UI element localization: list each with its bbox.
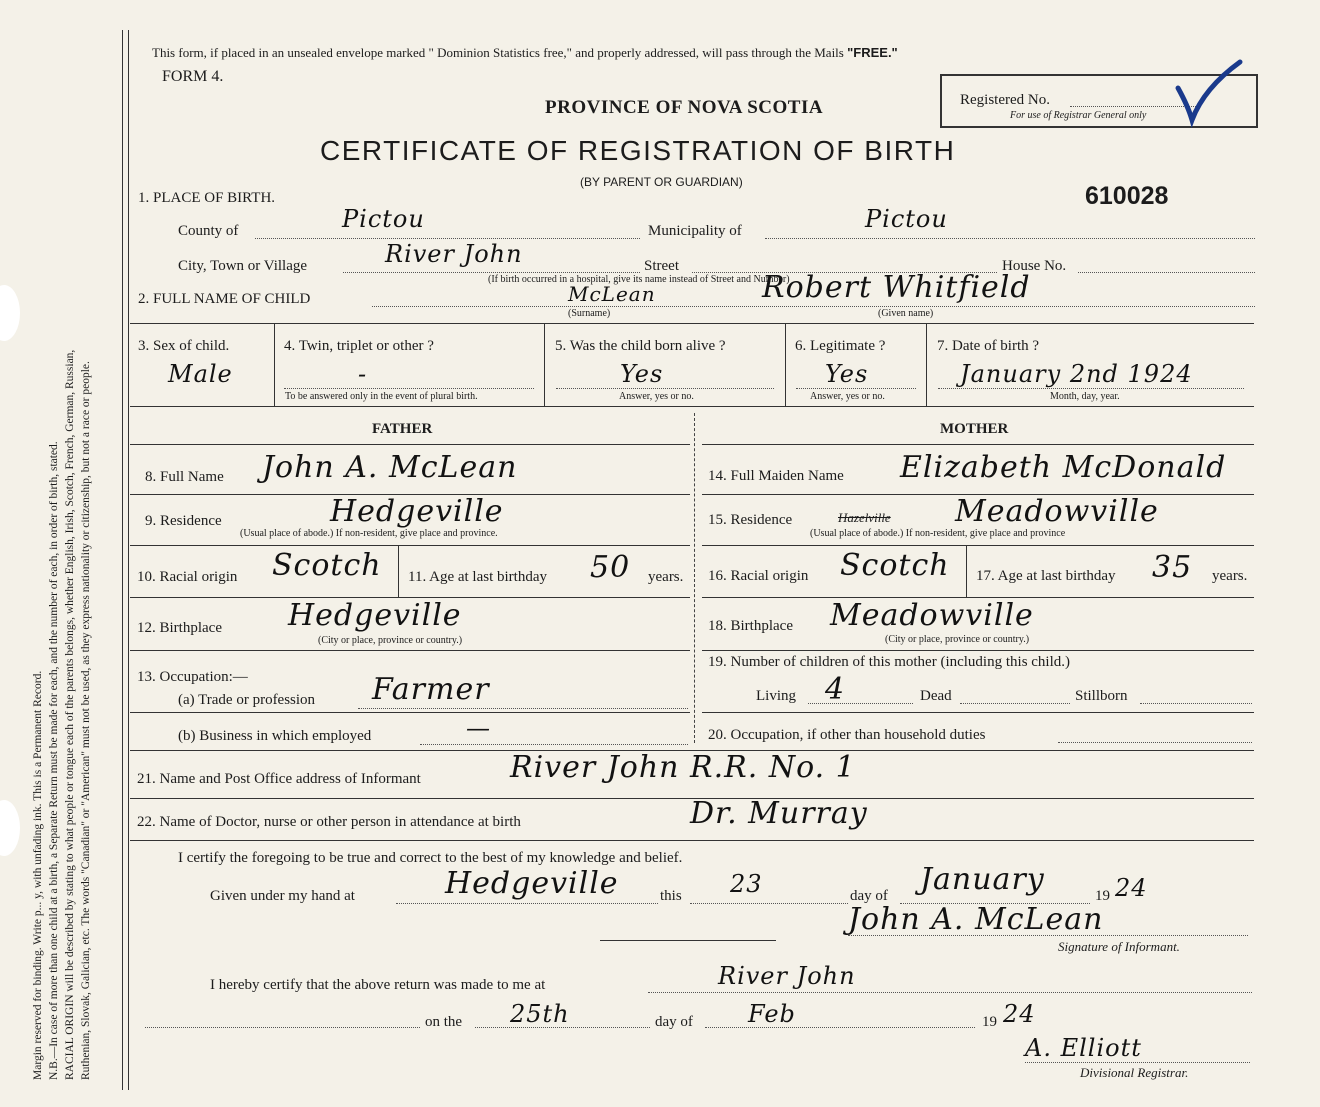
child-given-value: Robert Whitfield xyxy=(762,270,1031,305)
twin-caption: To be answered only in the event of plural birth. xyxy=(285,391,478,402)
father-racial-value: Scotch xyxy=(272,548,382,583)
county-label: County of xyxy=(178,223,239,239)
sex-value: Male xyxy=(168,360,233,388)
margin-note-4: Ruthenian, Slovak, Galician, etc. The words "Canadian" or "American" must not be used, as they express nationality or citizenship, but not a race or people. xyxy=(80,361,92,1080)
city-value: River John xyxy=(385,240,523,268)
father-business-value: — xyxy=(466,714,491,742)
given-place-value: Hedgeville xyxy=(445,866,619,901)
registrar-sig-line xyxy=(1025,1062,1250,1063)
informant-signature: John A. McLean xyxy=(848,902,1104,937)
short-rule xyxy=(600,940,776,941)
mother-racial-divider xyxy=(966,545,967,597)
outer-border-left-inner xyxy=(128,30,129,1090)
father-occupation-label: 13. Occupation:— xyxy=(137,669,248,685)
form-number: FORM 4. xyxy=(162,68,224,85)
father-trade-line xyxy=(358,708,688,709)
surname-caption: (Surname) xyxy=(568,308,611,319)
registrar-month-line xyxy=(705,1027,975,1028)
given-year-value: 24 xyxy=(1115,874,1148,902)
mother-heading-line xyxy=(702,444,1254,445)
informant-signature-caption: Signature of Informant. xyxy=(1058,939,1180,954)
dead-label: Dead xyxy=(920,688,952,704)
alive-caption: Answer, yes or no. xyxy=(619,391,694,402)
county-value: Pictou xyxy=(342,205,425,233)
legit-caption: Answer, yes or no. xyxy=(810,391,885,402)
mother-residence-value: Meadowville xyxy=(955,494,1159,529)
alive-value: Yes xyxy=(620,360,664,388)
row3-bottom-border xyxy=(130,406,1254,407)
city-line xyxy=(343,272,640,273)
registrar-place-value: River John xyxy=(718,962,856,990)
father-residence-label: 9. Residence xyxy=(145,513,222,529)
city-label: City, Town or Village xyxy=(178,258,308,274)
margin-note-1: Margin reserved for binding. Write p... y, with unfading ink. This is a Permanent Record. xyxy=(32,670,44,1080)
alive-label: 5. Was the child born alive ? xyxy=(555,338,726,354)
dob-label: 7. Date of birth ? xyxy=(937,338,1040,354)
mother-residence-struck: Hazelville xyxy=(838,510,891,525)
mother-age-label: 17. Age at last birthday xyxy=(976,568,1116,584)
postal-note-free: "FREE." xyxy=(847,45,898,60)
mother-row-line-2 xyxy=(702,545,1254,546)
hospital-note: (If birth occurred in a hospital, give its name instead of Street and Number) xyxy=(488,274,790,285)
margin-note-2: N.B.—In case of more than one child at a birth, a Separate Return must be made for each, and the number of each, in order of birth, stated. xyxy=(48,441,60,1080)
mother-heading: MOTHER xyxy=(940,421,1009,437)
check-mark-icon xyxy=(1170,58,1250,128)
postal-note xyxy=(152,45,898,61)
registrar-signature: A. Elliott xyxy=(1025,1034,1142,1062)
twin-value: - xyxy=(358,360,368,388)
mother-birthplace-label: 18. Birthplace xyxy=(708,618,793,634)
given-caption: (Given name) xyxy=(878,308,934,319)
mother-birthplace-value: Meadowville xyxy=(830,598,1034,633)
house-line xyxy=(1078,272,1255,273)
child-surname-value: McLean xyxy=(568,282,656,306)
dob-value: January 2nd 1924 xyxy=(960,360,1193,388)
registrar-year-value: 24 xyxy=(1003,1000,1036,1028)
certify-statement: I certify the foregoing to be true and correct to the best of my knowledge and belief. xyxy=(178,850,683,866)
mother-name-value: Elizabeth McDonald xyxy=(900,450,1227,485)
mother-name-label: 14. Full Maiden Name xyxy=(708,468,844,484)
on-the-label: on the xyxy=(425,1014,463,1030)
margin-notes xyxy=(30,30,94,1080)
informant-sig-line xyxy=(848,935,1248,936)
mother-age-unit: years. xyxy=(1212,568,1248,584)
mother-row-line-5 xyxy=(702,712,1254,713)
father-row-line-5 xyxy=(130,712,690,713)
given-month-value: January xyxy=(920,862,1045,897)
province-title: PROVINCE OF NOVA SCOTIA xyxy=(545,97,824,118)
mother-residence-label: 15. Residence xyxy=(708,512,793,528)
given-label: Given under my hand at xyxy=(210,888,355,904)
dob-line xyxy=(938,388,1244,389)
certificate-subtitle: (BY PARENT OR GUARDIAN) xyxy=(580,175,743,189)
father-name-value: John A. McLean xyxy=(262,450,518,485)
certificate-number: 610028 xyxy=(1085,182,1169,210)
this-label: this xyxy=(660,888,682,904)
sex-label: 3. Sex of child. xyxy=(138,338,230,354)
municipality-line xyxy=(765,238,1255,239)
row3-div-3 xyxy=(785,323,786,406)
legit-line xyxy=(796,388,916,389)
registrar-signature-caption: Divisional Registrar. xyxy=(1080,1065,1189,1080)
mother-residence-caption: (Usual place of abode.) If non-resident, give place and province xyxy=(810,528,1066,539)
living-label: Living xyxy=(756,688,796,704)
father-business-label: (b) Business in which employed xyxy=(178,728,372,744)
dead-line xyxy=(960,703,1070,704)
mother-occupation-line xyxy=(1058,742,1252,743)
street-label: Street xyxy=(644,258,679,274)
father-racial-divider xyxy=(398,545,399,597)
mother-age-value: 35 xyxy=(1152,550,1193,585)
mother-children-label: 19. Number of children of this mother (including this child.) xyxy=(708,654,1071,670)
father-heading-line xyxy=(130,444,690,445)
living-line xyxy=(808,703,913,704)
stillborn-line xyxy=(1140,703,1252,704)
section-divider xyxy=(694,413,695,743)
father-row-line-4 xyxy=(130,650,690,651)
twin-line xyxy=(284,388,534,389)
informant-label: 21. Name and Post Office address of Informant xyxy=(137,771,421,787)
father-residence-caption: (Usual place of abode.) If non-resident, give place and province. xyxy=(240,528,498,539)
child-name-label: 2. FULL NAME OF CHILD xyxy=(138,291,311,307)
mother-racial-label: 16. Racial origin xyxy=(708,568,809,584)
father-birthplace-label: 12. Birthplace xyxy=(137,620,222,636)
registered-label: Registered No. xyxy=(960,92,1050,108)
margin-note-3: RACIAL ORIGIN will be described by stating to what people or tongue each of the parents belongs, whether English, Irish, Scotch, French, German, Russian, xyxy=(64,349,76,1080)
house-label: House No. xyxy=(1002,258,1067,274)
registrar-year-prefix: 19 xyxy=(982,1014,997,1030)
row3-div-4 xyxy=(926,323,927,406)
given-place-line xyxy=(396,903,658,904)
certificate-title: CERTIFICATE OF REGISTRATION OF BIRTH xyxy=(320,135,956,166)
child-name-line xyxy=(372,306,1255,307)
mother-racial-value: Scotch xyxy=(840,548,950,583)
mother-occupation-label: 20. Occupation, if other than household duties xyxy=(708,727,986,743)
father-age-value: 50 xyxy=(590,550,631,585)
punch-hole-top xyxy=(0,285,20,341)
legit-label: 6. Legitimate ? xyxy=(795,338,886,354)
registered-box xyxy=(940,74,1258,128)
given-day-value: 23 xyxy=(730,870,763,898)
place-of-birth-heading: 1. PLACE OF BIRTH. xyxy=(138,190,276,206)
municipality-label: Municipality of xyxy=(648,223,742,239)
legit-value: Yes xyxy=(825,360,869,388)
attendant-line xyxy=(130,840,1254,841)
registrar-place-line xyxy=(648,992,1252,993)
registrar-use-note: For use of Registrar General only xyxy=(1010,110,1147,121)
county-line xyxy=(255,238,640,239)
father-birthplace-caption: (City or place, province or country.) xyxy=(318,635,463,646)
living-value: 4 xyxy=(825,672,846,707)
attendant-label: 22. Name of Doctor, nurse or other person in attendance at birth xyxy=(137,814,521,830)
row3-div-1 xyxy=(274,323,275,406)
registrar-day-of-label: day of xyxy=(655,1014,693,1030)
father-racial-label: 10. Racial origin xyxy=(137,569,238,585)
father-trade-value: Farmer xyxy=(372,672,490,707)
father-business-line xyxy=(420,744,688,745)
attendant-value: Dr. Murray xyxy=(690,796,868,831)
father-age-unit: years. xyxy=(648,569,684,585)
dob-caption: Month, day, year. xyxy=(1050,391,1120,402)
registrar-day-value: 25th xyxy=(510,1000,570,1028)
father-heading: FATHER xyxy=(372,421,433,437)
father-age-label: 11. Age at last birthday xyxy=(408,569,547,585)
registrar-month-value: Feb xyxy=(748,1000,796,1028)
mother-row-line-4 xyxy=(702,650,1254,651)
outer-border-left xyxy=(122,30,123,1090)
punch-hole-bottom xyxy=(0,800,20,856)
father-row-line-2 xyxy=(130,545,690,546)
informant-value: River John R.R. No. 1 xyxy=(510,750,856,785)
given-day-of-label: day of xyxy=(850,888,888,904)
given-year-prefix: 19 xyxy=(1095,888,1110,904)
father-birthplace-value: Hedgeville xyxy=(288,598,462,633)
mother-birthplace-caption: (City or place, province or country.) xyxy=(885,634,1030,645)
postal-note-text: This form, if placed in an unsealed envelope marked " Dominion Statistics free," and properly addressed, will pass through the Mails xyxy=(152,45,848,60)
father-trade-label: (a) Trade or profession xyxy=(178,692,316,708)
alive-line xyxy=(556,388,774,389)
twin-label: 4. Twin, triplet or other ? xyxy=(284,338,434,354)
municipality-value: Pictou xyxy=(865,205,948,233)
row3-div-2 xyxy=(544,323,545,406)
row3-top-border xyxy=(130,323,1254,324)
registrar-lead-line xyxy=(145,1027,420,1028)
stillborn-label: Stillborn xyxy=(1075,688,1128,704)
given-day-line xyxy=(690,903,848,904)
father-name-label: 8. Full Name xyxy=(145,469,224,485)
father-residence-value: Hedgeville xyxy=(330,494,504,529)
registrar-statement: I hereby certify that the above return was made to me at xyxy=(210,977,546,993)
